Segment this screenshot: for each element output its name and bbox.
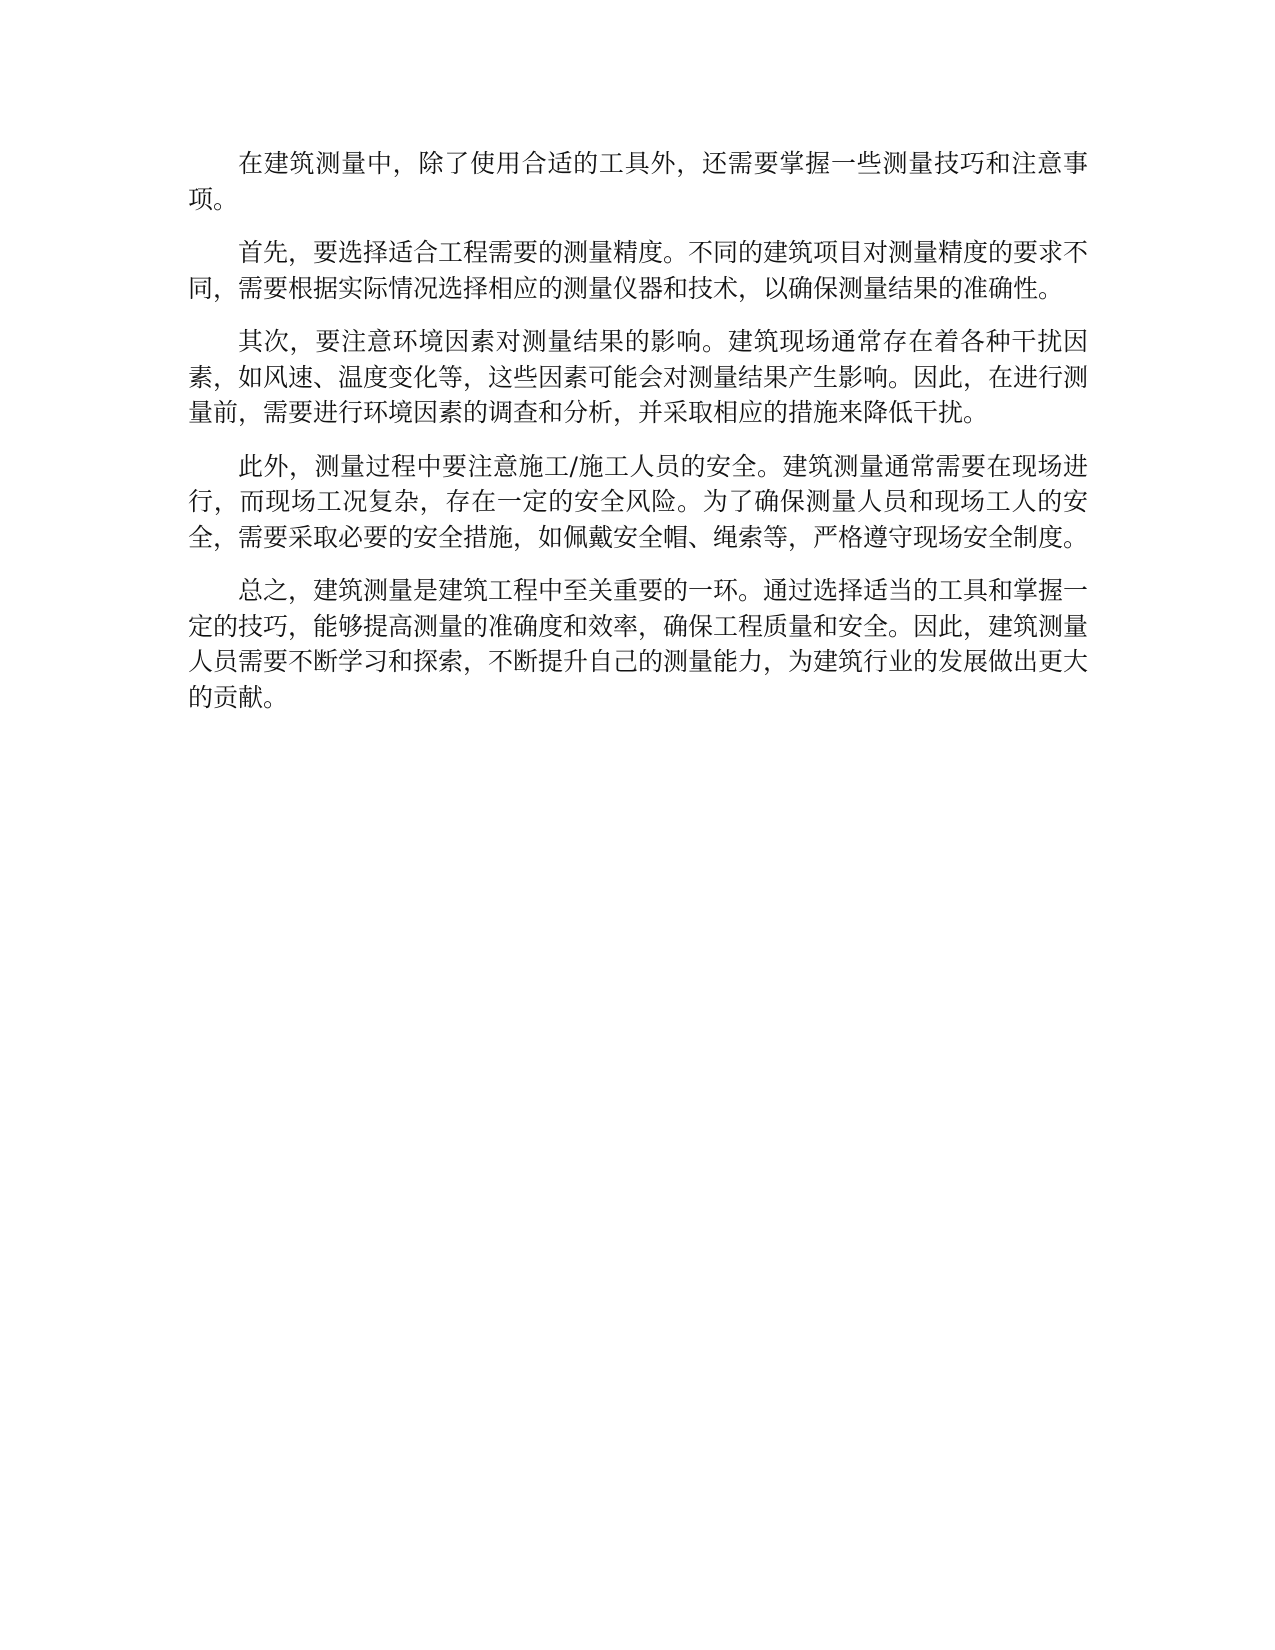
paragraph-intro: 在建筑测量中，除了使用合适的工具外，还需要掌握一些测量技巧和注意事项。 [188, 149, 1088, 214]
paragraph-precision: 首先，要选择适合工程需要的测量精度。不同的建筑项目对测量精度的要求不同，需要根据实际情况选择相应的测量仪器和技术，以确保测量结果的准确性。 [188, 238, 1089, 303]
paragraph-conclusion: 总之，建筑测量是建筑工程中至关重要的一环。通过选择适当的工具和掌握一定的技巧，能够提高测量的准确度和效率，确保工程质量和安全。因此，建筑测量人员需要不断学习和探索，不断提升自己的测量能力，为建筑行业的发展做出更大的贡献。 [188, 576, 1089, 712]
paragraph-environment: 其次，要注意环境因素对测量结果的影响。建筑现场通常存在着各种干扰因素，如风速、温度变化等，这些因素可能会对测量结果产生影响。因此，在进行测量前，需要进行环境因素的调查和分析，并采取相应的措施来降低干扰。 [188, 327, 1089, 427]
document-body [188, 146, 1088, 733]
paragraph-safety: 此外，测量过程中要注意施工/施工人员的安全。建筑测量通常需要在现场进行，而现场工况复杂，存在一定的安全风险。为了确保测量人员和现场工人的安全，需要采取必要的安全措施，如佩戴安全帽、绳索等，严格遵守现场安全制度。 [188, 451, 1089, 552]
